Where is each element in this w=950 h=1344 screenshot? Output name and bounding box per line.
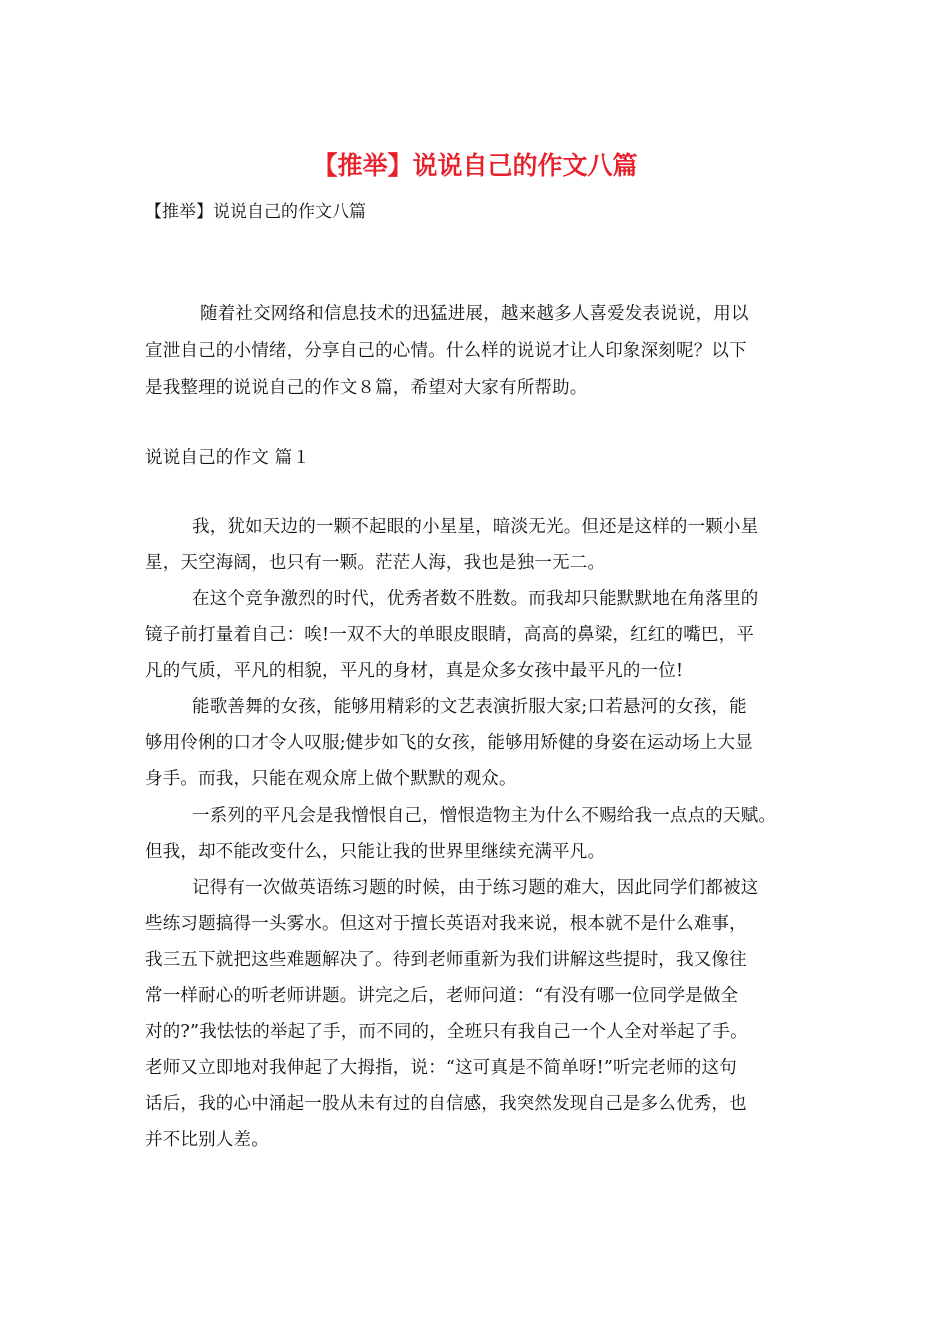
intro-line: 随着社交网络和信息技术的迅猛进展，越来越多人喜爱发表说说，用以	[200, 304, 749, 324]
body-line: 镜子前打量着自己：唉!一双不大的单眼皮眼睛，高高的鼻梁，红红的嘴巴，平	[145, 625, 755, 645]
body-line: 些练习题搞得一头雾水。但这对于擅长英语对我来说，根本就不是什么难事，	[145, 914, 747, 934]
body-line: 星，天空海阔，也只有一颗。茫茫人海，我也是独一无二。	[145, 553, 606, 573]
body-line: 一系列的平凡会是我憎恨自己，憎恨造物主为什么不赐给我一点点的天赋。	[192, 806, 777, 826]
body-line: 能歌善舞的女孩，能够用精彩的文艺表演折服大家;口若悬河的女孩，能	[192, 697, 747, 717]
body-line: 并不比别人差。	[145, 1130, 269, 1150]
body-line: 但我，却不能改变什么，只能让我的世界里继续充满平凡。	[145, 842, 606, 862]
body-line: 我三五下就把这些难题解决了。待到老师重新为我们讲解这些提时，我又像往	[145, 950, 747, 970]
intro-line: 是我整理的说说自己的作文８篇，希望对大家有所帮助。	[145, 378, 588, 398]
document-title: 【推举】说说自己的作文八篇	[312, 151, 638, 180]
body-line: 够用伶俐的口才令人叹服;健步如飞的女孩，能够用矫健的身姿在运动场上大显	[145, 733, 753, 753]
body-line: 话后，我的心中涌起一股从未有过的自信感，我突然发现自己是多么优秀，也	[145, 1094, 747, 1114]
body-line: 在这个竞争激烈的时代，优秀者数不胜数。而我却只能默默地在角落里的	[192, 589, 759, 609]
body-line: 记得有一次做英语练习题的时候，由于练习题的难大，因此同学们都被这	[192, 878, 759, 898]
body-line: 身手。而我，只能在观众席上做个默默的观众。	[145, 769, 517, 789]
section-heading: 说说自己的作文 篇１	[145, 448, 311, 468]
body-line: 老师又立即地对我伸起了大拇指，说：“这可真是不简单呀!”听完老师的这句	[145, 1058, 737, 1078]
body-line: 对的?”我怯怯的举起了手，而不同的，全班只有我自己一个人全对举起了手。	[145, 1022, 748, 1042]
document-subtitle: 【推举】说说自己的作文八篇	[145, 202, 366, 222]
body-line: 我，犹如天边的一颗不起眼的小星星，暗淡无光。但还是这样的一颗小星	[192, 517, 759, 537]
body-line: 凡的气质，平凡的相貌，平凡的身材，真是众多女孩中最平凡的一位!	[145, 661, 684, 681]
intro-line: 宣泄自己的小情绪，分享自己的心情。什么样的说说才让人印象深刻呢？以下	[145, 341, 747, 361]
body-line: 常一样耐心的听老师讲题。讲完之后，老师问道：“有没有哪一位同学是做全	[145, 986, 739, 1006]
